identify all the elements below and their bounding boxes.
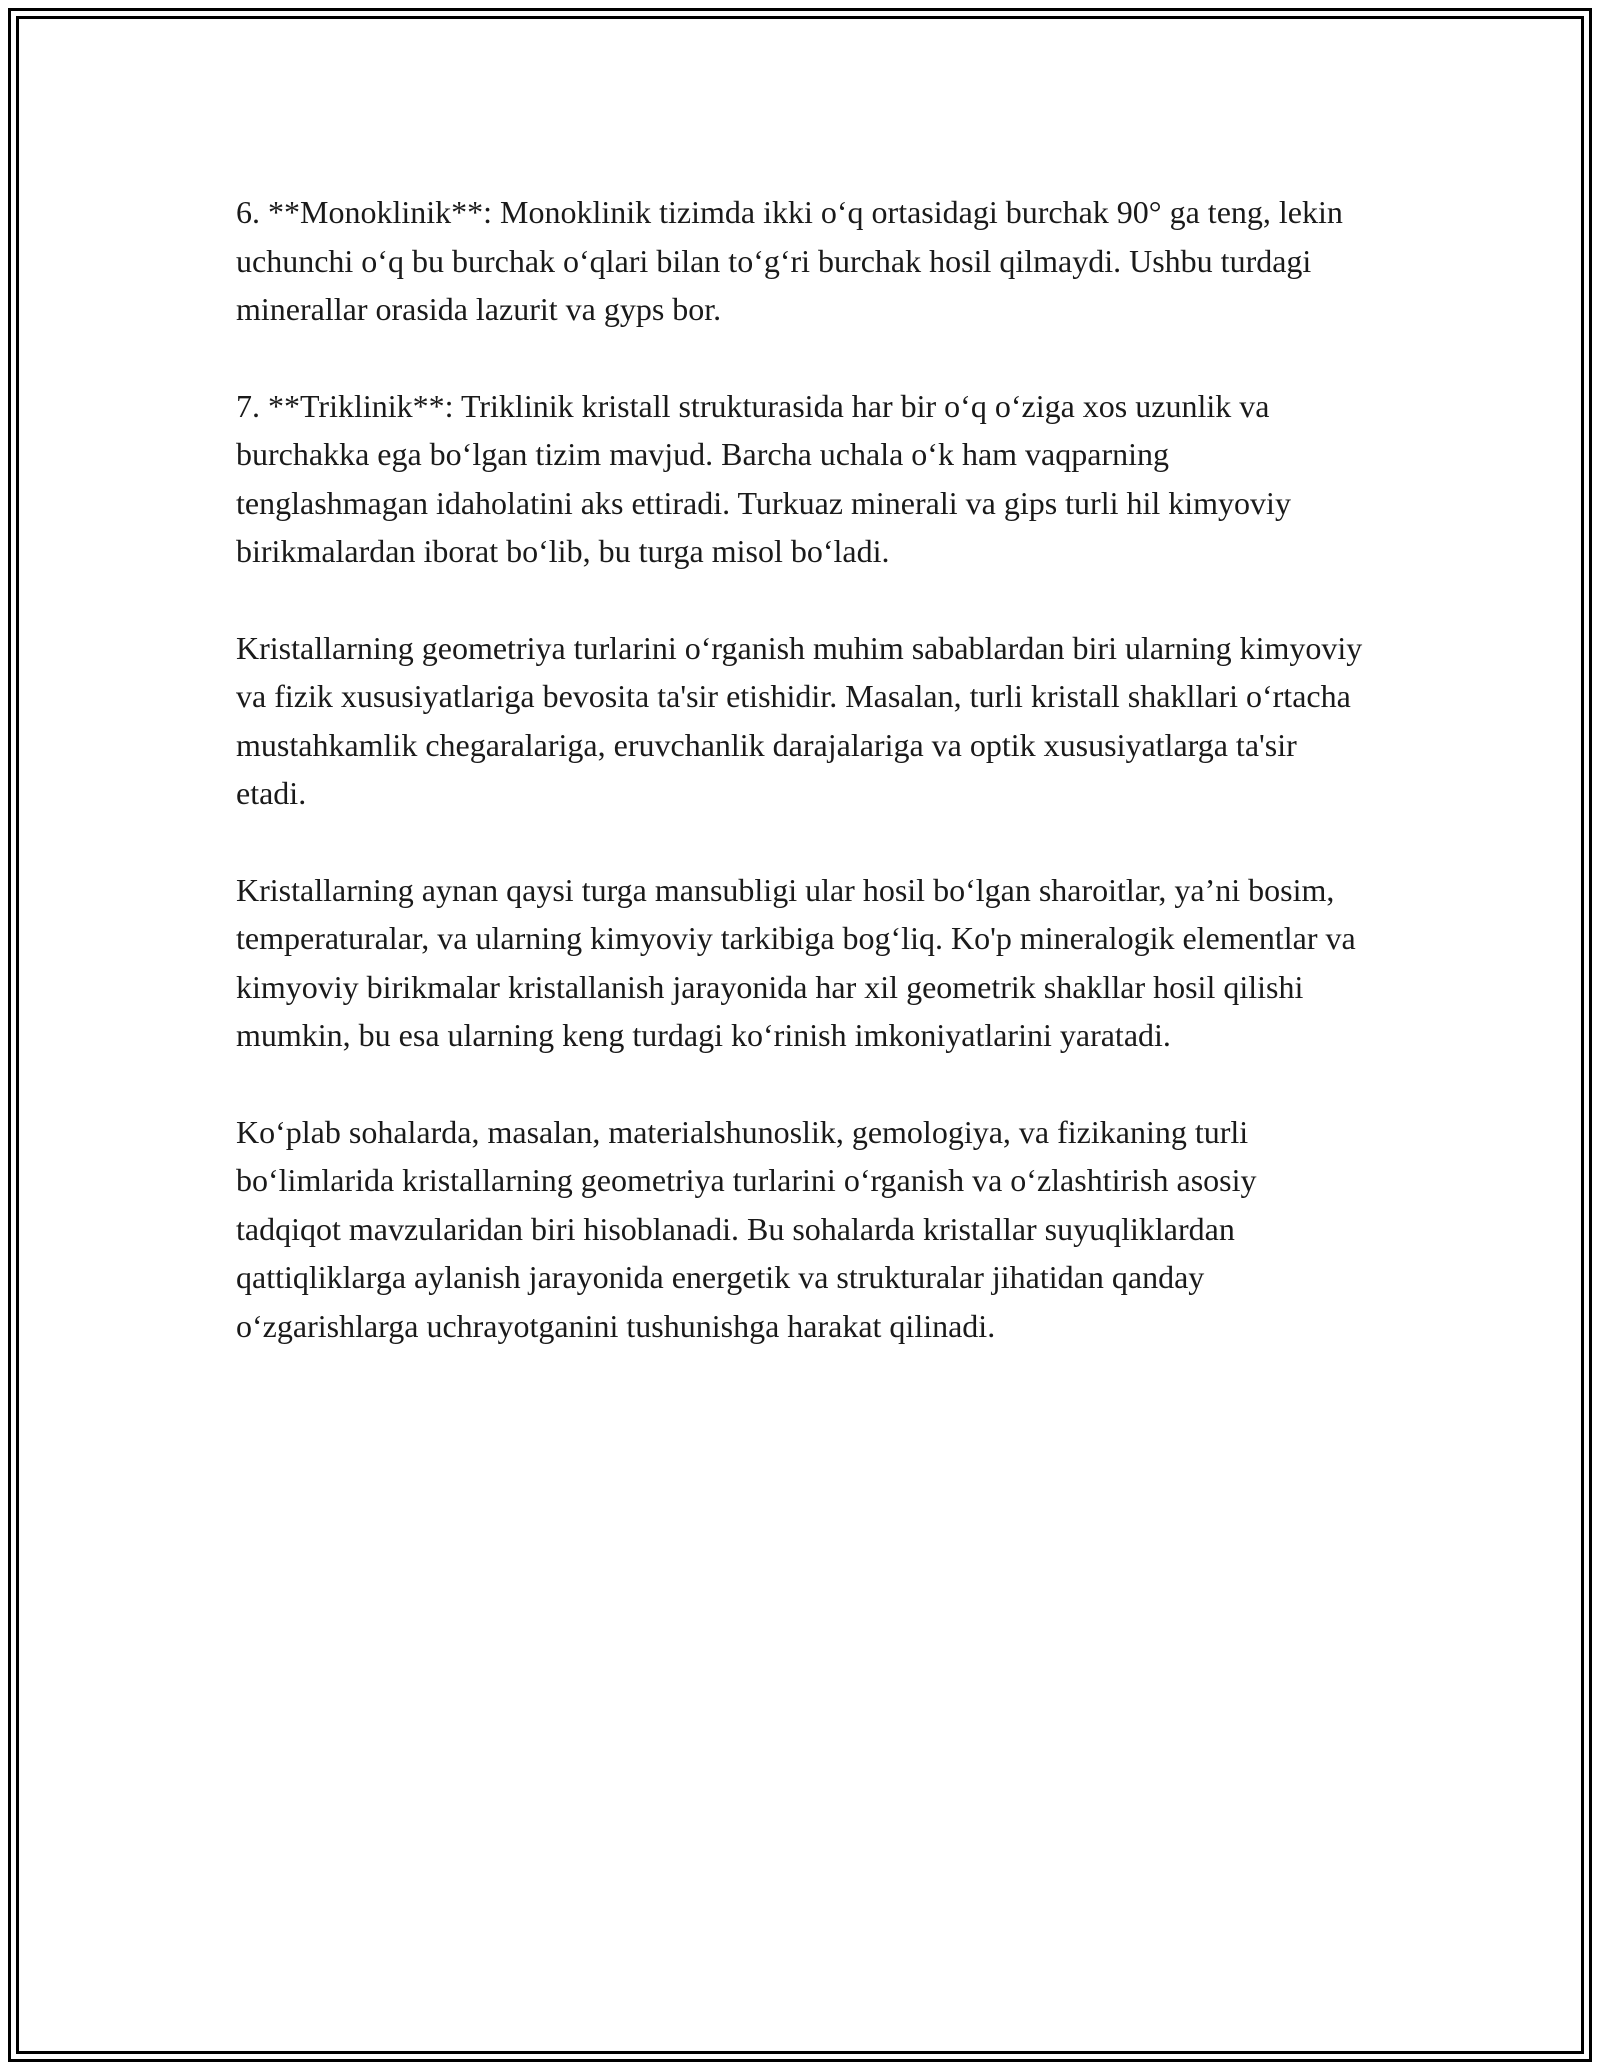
paragraph-triclinic: 7. **Triklinik**: Triklinik kristall strukturasida har bir o‘q o‘ziga xos uzunlik va burchakka ega bo‘lgan tizim mavjud. Barcha uchala o‘k ham vaqparning tenglashmagan idaholatini aks ettiradi. Turkuaz minerali va gips turli hil kimyoviy birikmalardan iborat bo‘lib, bu turga misol bo‘ladi.	[236, 387, 1291, 569]
paragraph-importance: Kristallarning geometriya turlarini o‘rganish muhim sabablardan biri ularning kimyoviy va fizik xususiyatlariga bevosita ta'sir etishidir. Masalan, turli kristall shakllari o‘rtacha mustahkamlik chegaralariga, eruvchanlik darajalariga va optik xususiyatlarga ta'sir etadi.	[236, 629, 1363, 811]
paragraph-research-fields: Ko‘plab sohalarda, masalan, materialshunoslik, gemologiya, va fizikaning turli bo‘limlarida kristallarning geometriya turlarini o‘rganish va o‘zlashtirish asosiy tadqiqot mavzularidan biri hisoblanadi. Bu sohalarda kristallar suyuqliklardan qattiqliklarga aylanish jarayonida energetik va strukturalar jihatidan qanday o‘zgarishlarga uchrayotganini tushunishga harakat qilinadi.	[236, 1113, 1257, 1344]
document-body	[236, 188, 1366, 1398]
paragraph-monoclinic: 6. **Monoklinik**: Monoklinik tizimda ikki o‘q ortasidagi burchak 90° ga teng, lekin uchunchi o‘q bu burchak o‘qlari bilan to‘g‘ri burchak hosil qilmaydi. Ushbu turdagi minerallar orasida lazurit va gyps bor.	[236, 194, 1343, 327]
paragraph-formation-conditions: Kristallarning aynan qaysi turga mansubligi ular hosil bo‘lgan sharoitlar, ya’ni bosim, temperaturalar, va ularning kimyoviy tarkibiga bog‘liq. Ko'p mineralogik elementlar va kimyoviy birikmalar kristallanish jarayonida har xil geometrik shakllar hosil qilishi mumkin, bu esa ularning keng turdagi ko‘rinish imkoniyatlarini yaratadi.	[236, 871, 1356, 1053]
